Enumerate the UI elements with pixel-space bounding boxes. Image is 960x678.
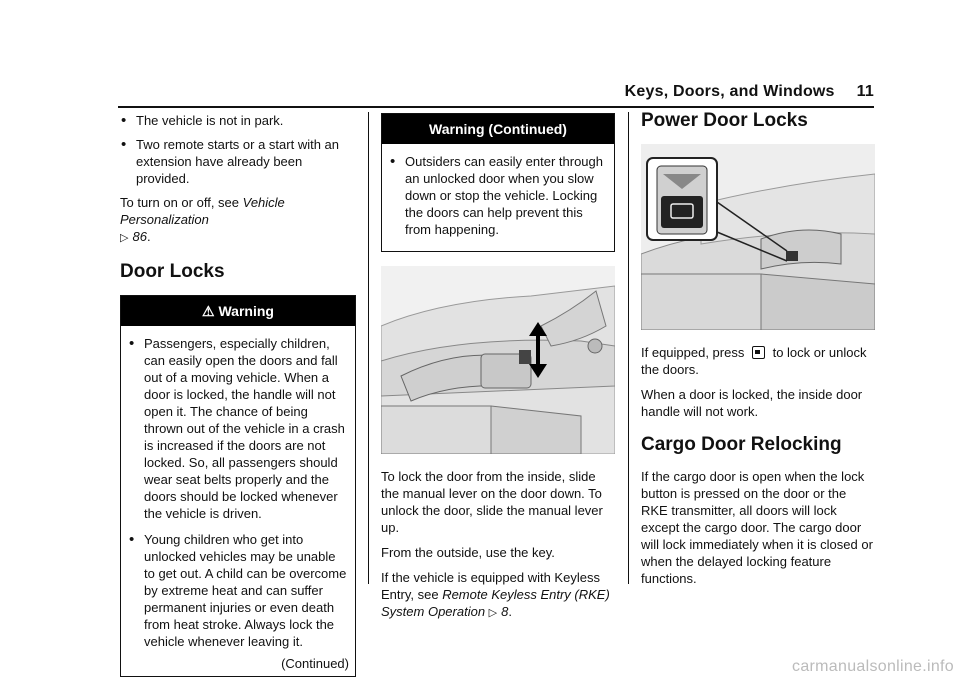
- warning-body: [121, 326, 355, 676]
- column-2: [381, 113, 615, 630]
- page-number: 11: [856, 83, 874, 100]
- warning-body: [382, 144, 614, 251]
- paragraph: From the outside, use the key.: [381, 545, 555, 560]
- cross-reference-link[interactable]: Vehicle Personalization: [120, 195, 285, 227]
- cross-reference-arrow-icon: ▷: [488, 607, 498, 619]
- paragraph: If equipped, press to lock or unlock the doors.: [641, 345, 867, 377]
- warning-item: • Outsiders can easily enter through an unlocked door when you slow down or stop the vehicle. Locking the doors can help prevent this from happening.: [389, 153, 608, 238]
- power-lock-button-icon: [752, 346, 765, 359]
- paragraph: When a door is locked, the inside door handle will not work.: [641, 387, 863, 419]
- warning-item: • Passengers, especially children, can easily open the doors and fall out of a moving vehicle. When a door is locked, the handle will not open it. The chance of being thrown out of the vehicle in a crash is increased if the doors are not locked. So, all passengers should wear seat belts properly and the doors should be locked whenever the vehicle is driven.: [128, 335, 349, 522]
- column-divider-2: [628, 112, 629, 584]
- cross-reference-arrow-icon: ▷: [120, 232, 129, 244]
- warning-triangle-icon: ⚠: [202, 303, 215, 319]
- section-heading: Door Locks: [120, 261, 225, 282]
- column-1: [120, 112, 356, 677]
- paragraph: If the vehicle is equipped with Keyless Entry, see Remote Keyless Entry (RKE) System Operation ▷ 8.: [381, 570, 610, 619]
- power-door-lock-illustration: [641, 144, 875, 330]
- warning-header: ⚠ Warning: [121, 296, 355, 326]
- section-heading: Power Door Locks: [641, 110, 808, 131]
- paragraph: If the cargo door is open when the lock button is pressed on the door or the RKE transmitter, all doors will lock except the cargo door. The cargo door will lock immediately when it is closed or when the delayed locking feature functions.: [641, 469, 873, 586]
- cross-reference-page[interactable]: 86: [132, 229, 147, 244]
- paragraph: To lock the door from the inside, slide the manual lever on the door down. To unlock the door, slide the manual lever up.: [381, 469, 603, 535]
- warning-item: • Young children who get into unlocked vehicles may be unable to get out. A child can be overcome by extreme heat and can suffer permanent injuries or even death from heat stroke. Always lock the vehicle whenever leaving it.: [128, 531, 349, 650]
- warning-box-continued: [381, 113, 615, 252]
- warning-box: [120, 295, 356, 677]
- cross-reference-page[interactable]: 8: [501, 604, 509, 619]
- list-item: • Two remote starts or a start with an extension have already been provided.: [120, 136, 356, 187]
- warning-header: Warning (Continued): [382, 114, 614, 144]
- page-header: [625, 83, 874, 101]
- cross-reference-link[interactable]: Remote Keyless Entry (RKE) System Operation: [381, 587, 610, 619]
- list-item: • The vehicle is not in park.: [120, 112, 356, 129]
- column-divider-1: [368, 112, 369, 584]
- watermark: carmanualsonline.info: [792, 658, 954, 675]
- paragraph: To turn on or off, see Vehicle Personalization ▷ 86.: [120, 195, 285, 244]
- section-heading: Cargo Door Relocking: [641, 434, 842, 455]
- door-lock-lever-illustration: [381, 266, 615, 454]
- section-title: Keys, Doors, and Windows: [624, 83, 835, 100]
- continued-label: (Continued): [281, 656, 349, 671]
- header-rule: [118, 106, 874, 108]
- column-3: [641, 110, 875, 595]
